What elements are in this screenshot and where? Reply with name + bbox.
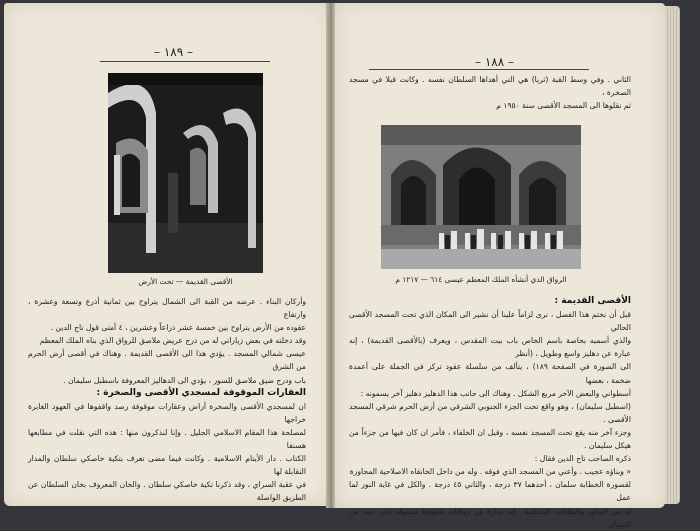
paragraph: الثاني . وفي وسط القبة (ثريا) هي التي أهداها السلطان نفسه . وكانت قبلا في مسجد الصخرة ، xyxy=(349,75,631,98)
paragraph: قبل أن نختم هذا الفصل ، نرى لزاماً علينا أن نشير الى المكان الذي تحت المسجد الأقصى الحالي xyxy=(349,310,631,333)
paragraph: ان لمسجدي الأقصى والصخرة أراض وعقارات موقوفة رصد واقفوها في العهود الغابرة خراجها xyxy=(28,401,306,424)
left-photo-caption: الأقصى القديمة — تحت الأرض xyxy=(138,277,233,286)
paragraph: « وبناؤه عجيب . وأعني من المسجد الذي فوقه . وله من داخل الخانقاه الاصلاحية المجاورة xyxy=(349,467,631,477)
paragraph: عيسى شمالي المسجد . يؤدي هذا الى الأقصى القديمة . وهناك في أقصى أرض الحرم من الشرق xyxy=(28,349,306,372)
paragraph: له من المناور والطاقات المحكمة . إنه عبارة عن رواقات عقودها محمولة على عمد من الصوان xyxy=(349,506,631,529)
paragraph: باب ودرج ضيق ملاصق للسور ، يؤدي الى الدهاليز المعروفة باسطبل سليمان . xyxy=(63,375,306,385)
paragraph: لمصلحة هذا المقام الاسلامي الجليل . وإنا لنذكرون منها : هذه التي نقلت في مطابعها هسنفا xyxy=(28,427,306,451)
section-heading: الأقصى القديمة : xyxy=(554,296,631,306)
paragraph: الى الصورة في الصفحة ١٨٩) ، يتألف من سلسلة عقود تركز في الجملة على أعمدة ضخمة ، بعضها xyxy=(349,362,631,385)
paragraph: في عقبة السراي ، وقد ذكرنا تكية خاصكي سلطان . والخان المعروف بخان السلطان عن الطريق الواصلة xyxy=(28,480,306,503)
paragraph: وقد دخلته في بعض زياراتي له من درج عريض ملاصق للرواق الذي بناه الملك المعظم xyxy=(39,336,306,346)
right-header-rule xyxy=(369,69,589,70)
section-heading: العقارات الموقوفة لمسجدي الأقصى والصخرة : xyxy=(96,387,306,398)
left-photo-vaults xyxy=(108,73,263,273)
right-page xyxy=(335,3,665,529)
paragraph: الكتاب . دار الأيتام الاسلامية . وكانت فيما مضى تعرف بتكية خاصكي سلطان والمدار التقابلة لها xyxy=(28,454,306,477)
paragraph: وأركان البناء . عرضه من القبة الى الشمال يتراوح بين ثمانية أذرع وتسعة وعشرة ، وارتفاع xyxy=(28,297,306,320)
subheading: ذكره الصاحب تاج الدين فقال : xyxy=(534,454,631,464)
paragraph: عقوده من الأرض يتراوح بين خمسة عشر ذراعاً وعشرين ، ٤ أمتى قول تاج الدين . xyxy=(50,323,306,333)
left-page-number: – ١٨٩ – xyxy=(154,45,193,59)
right-photo-caption: الرواق الذي أنشأه الملك المعظم عيسى ٦١٤ — ١٢١٧ م xyxy=(395,275,567,284)
paragraph: والذي أسميه بخاصة باسم الخاص باب بيت المقدس ، ويعرف (بالأقصى القديمة) ، إنه عبارة عن دهليز واسع وطويل ، (أنظر xyxy=(349,336,631,359)
paragraph: لقصورة الخطابة سلمان ، أحدهما ٣٧ درجة ، والثاني ٤٥ درجة . والكل في غاية النور لما عمل xyxy=(349,480,631,503)
right-body-text xyxy=(349,295,631,531)
right-intro-text xyxy=(349,73,631,112)
left-header-rule xyxy=(100,61,270,62)
paragraph: أسطواني والبعض الآخر مربع الشكل . وهناك الى جانب هذا الدهليز دهليز آخر يسمونه : xyxy=(360,388,631,398)
right-page-number: – ١٨٨ – xyxy=(475,55,514,69)
left-body-text xyxy=(28,295,306,505)
paragraph: ثم نقلوها الى المسجد الأقصى سنة ١٩٥٠ م xyxy=(496,101,631,111)
paragraph: وجزء آخر منه يقع تحت المسجد نفسه ، وقيل ان الخلفاء ، فأمر ان كان فيها من جزءاً من هيكل سليمان . xyxy=(349,427,631,451)
paragraph: (اسطبل سليمان) ، وهو واقع تحت الجزء الجنوبي الشرقي من أرض الحرم شرقي المسجد الأقصى . xyxy=(349,401,631,424)
left-page xyxy=(4,3,330,506)
right-photo-arcade xyxy=(381,125,581,269)
